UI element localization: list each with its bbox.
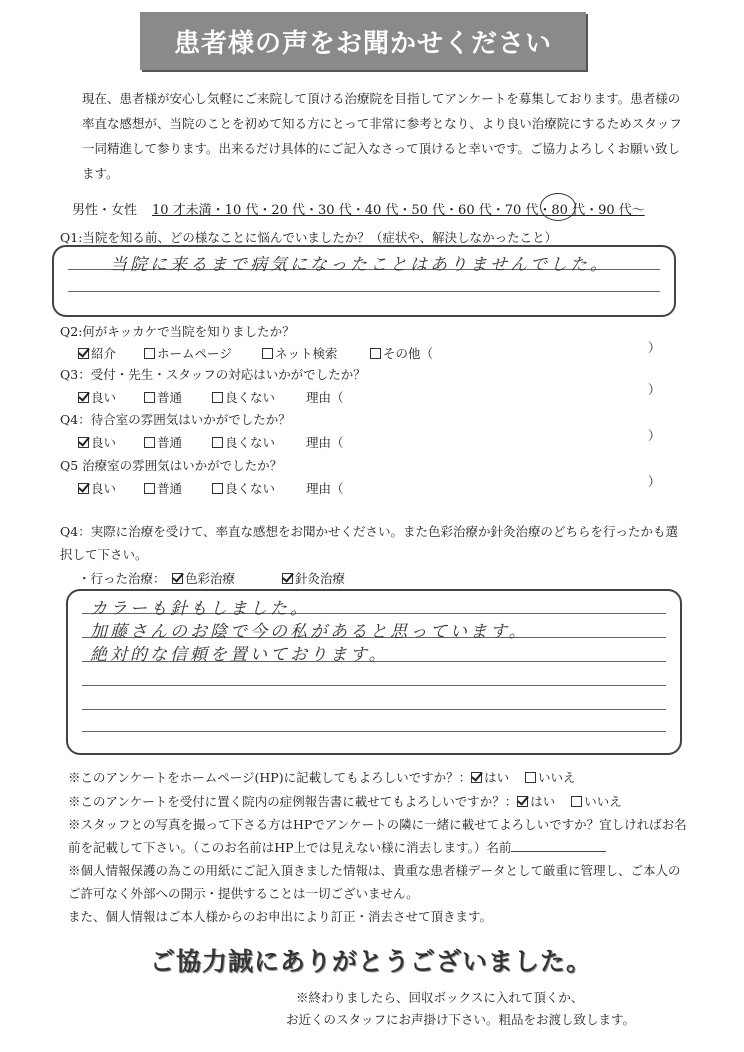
page-title: 患者様の声をお聞かせください	[140, 12, 586, 70]
hp-yes-label: はい	[484, 770, 510, 785]
q2-option-homepage[interactable]	[144, 344, 232, 362]
q5-option-good[interactable]	[78, 479, 116, 497]
treatment-option-acupuncture[interactable]	[282, 569, 345, 587]
checkbox-icon	[262, 348, 273, 359]
q4-waiting-option-good[interactable]	[78, 433, 116, 451]
q4-waiting-close-paren: ）	[648, 428, 661, 443]
q2-option-referral[interactable]	[78, 344, 116, 362]
report-consent-question	[68, 790, 622, 813]
option-label: 普通	[157, 435, 183, 450]
option-label: ホームページ	[157, 346, 232, 361]
privacy-notice: ※個人情報保護の為この用紙にご記入頂きました情報は、貴重な患者様データとして厳重に管理し、ご本人のご許可なく外部への開示・提供することは一切ございません。	[68, 863, 681, 901]
q4-answer-line-1: カラーも針もしました。	[90, 599, 310, 619]
q4-waiting-label: Q4：待合室の雰囲気はいかがでしたか？	[60, 412, 291, 427]
checkbox-icon	[144, 348, 155, 359]
treatment-option-color[interactable]	[172, 569, 235, 587]
q2-label: Q2:何がキッカケで当院を知りましたか？	[60, 324, 295, 339]
q5-close-paren: ）	[648, 474, 661, 489]
q3-label: Q3：受付・先生・スタッフの対応はいかがでしたか？	[60, 367, 366, 382]
closing-message: ご協力誠にありがとうございました。	[150, 947, 593, 976]
option-label: 普通	[157, 481, 183, 496]
checkbox-icon	[370, 348, 381, 359]
photo-consent-text	[68, 813, 688, 859]
option-label: 針灸治療	[295, 571, 346, 586]
correction-notice: また、個人情報はご本人様からのお申出により訂正・消去させて頂きます。	[68, 909, 493, 924]
photo-consent-body: ※スタッフとの写真を撮って下さる方はHPでアンケートの隣に一緒に載せてよろしいですか？宜しければお名前を記載して下さい。（このお名前はHP上では見えない様に消去します。）名前	[68, 817, 687, 855]
q3-option-bad[interactable]	[212, 388, 275, 406]
option-label: 良くない	[225, 435, 276, 450]
option-label: 良い	[91, 481, 117, 496]
q3-option-normal[interactable]	[144, 388, 182, 406]
q4-answer-line-2: 加藤さんのお陰で今の私があると思っています。	[90, 622, 529, 642]
checkbox-checked-icon	[78, 483, 89, 494]
checkbox-icon[interactable]	[571, 796, 582, 807]
option-label: 色彩治療	[185, 571, 236, 586]
option-label: 紹介	[91, 346, 117, 361]
option-label: 良い	[91, 390, 117, 405]
q4-impression-label: Q4：実際に治療を受けて、率直な感想をお聞かせください。また色彩治療か針灸治療のどちらを行ったかも選択して下さい。	[60, 524, 678, 562]
q2-option-other[interactable]	[370, 344, 433, 362]
checkbox-icon[interactable]	[525, 772, 536, 783]
option-label: 良くない	[225, 481, 276, 496]
q1-label: Q1:当院を知る前、どの様なことに悩んでいましたか？（症状や、解決しなかったこと）	[60, 230, 558, 245]
footer-line-2: お近くのスタッフにお声掛け下さい。粗品をお渡し致します。	[286, 1012, 636, 1027]
q5-reason-label: 理由（	[306, 481, 344, 496]
checkbox-checked-icon	[282, 573, 293, 584]
q3-option-good[interactable]	[78, 388, 116, 406]
checkbox-icon	[212, 437, 223, 448]
checkbox-icon	[144, 483, 155, 494]
q5-option-normal[interactable]	[144, 479, 182, 497]
name-input-line[interactable]	[511, 839, 606, 852]
q1-answer: 当院に来るまで病気になったことはありませんでした。	[110, 255, 610, 275]
gender-options: 男性・女性	[72, 203, 138, 218]
footer-line-1: ※終わりましたら、回収ボックスに入れて頂くか、	[296, 990, 584, 1005]
q3-reason-label: 理由（	[306, 390, 344, 405]
option-label: その他（	[383, 346, 434, 361]
report-consent-text: ※このアンケートを受付に置く院内の症例報告書に載せてもよろしいですか？：	[68, 794, 518, 809]
age-options: 10 才未満・10 代・20 代・30 代・40 代・50 代・60 代・70 代・80 代・90 代～	[152, 203, 645, 218]
report-yes-label: はい	[530, 794, 556, 809]
q4-waiting-reason-label: 理由（	[306, 435, 344, 450]
checkbox-checked-icon	[78, 392, 89, 403]
option-label: ネット検索	[275, 346, 338, 361]
report-no-label: いいえ	[584, 794, 622, 809]
intro-text: 現在、患者様が安心し気軽にご来院して頂ける治療院を目指してアンケートを募集しております。患者様の率直な感想が、当院のことを初めて知る方にとって非常に参考となり、より良い治療院にするためスタッフ一同精進して参ります。出来るだけ具体的にご記入なさって頂けると幸いです。ご協力よろしくお願い致します。	[82, 91, 682, 181]
option-label: 普通	[157, 390, 183, 405]
q3-close-paren: ）	[648, 382, 661, 397]
checkbox-checked-icon[interactable]	[471, 772, 482, 783]
checkbox-checked-icon	[78, 348, 89, 359]
checkbox-icon	[144, 392, 155, 403]
checkbox-icon	[144, 437, 155, 448]
q4-waiting-option-normal[interactable]	[144, 433, 182, 451]
age-selection-circle	[540, 193, 576, 221]
checkbox-checked-icon	[78, 437, 89, 448]
q5-label: Q5 治療室の雰囲気はいかがでしたか？	[60, 458, 283, 473]
q2-option-net-search[interactable]	[262, 344, 338, 362]
q4-answer-line-3: 絶対的な信頼を置いております。	[90, 645, 389, 665]
checkbox-checked-icon	[172, 573, 183, 584]
hp-consent-text: ※このアンケートをホームページ(HP)に記載してもよろしいですか？：	[68, 770, 472, 785]
treatment-label: ・行った治療：	[78, 571, 166, 586]
checkbox-icon	[212, 483, 223, 494]
checkbox-icon	[212, 392, 223, 403]
q5-option-bad[interactable]	[212, 479, 275, 497]
q4-waiting-option-bad[interactable]	[212, 433, 275, 451]
hp-consent-question	[68, 766, 576, 789]
q2-close-paren: ）	[648, 340, 661, 355]
hp-no-label: いいえ	[538, 770, 576, 785]
checkbox-checked-icon[interactable]	[517, 796, 528, 807]
option-label: 良くない	[225, 390, 276, 405]
option-label: 良い	[91, 435, 117, 450]
